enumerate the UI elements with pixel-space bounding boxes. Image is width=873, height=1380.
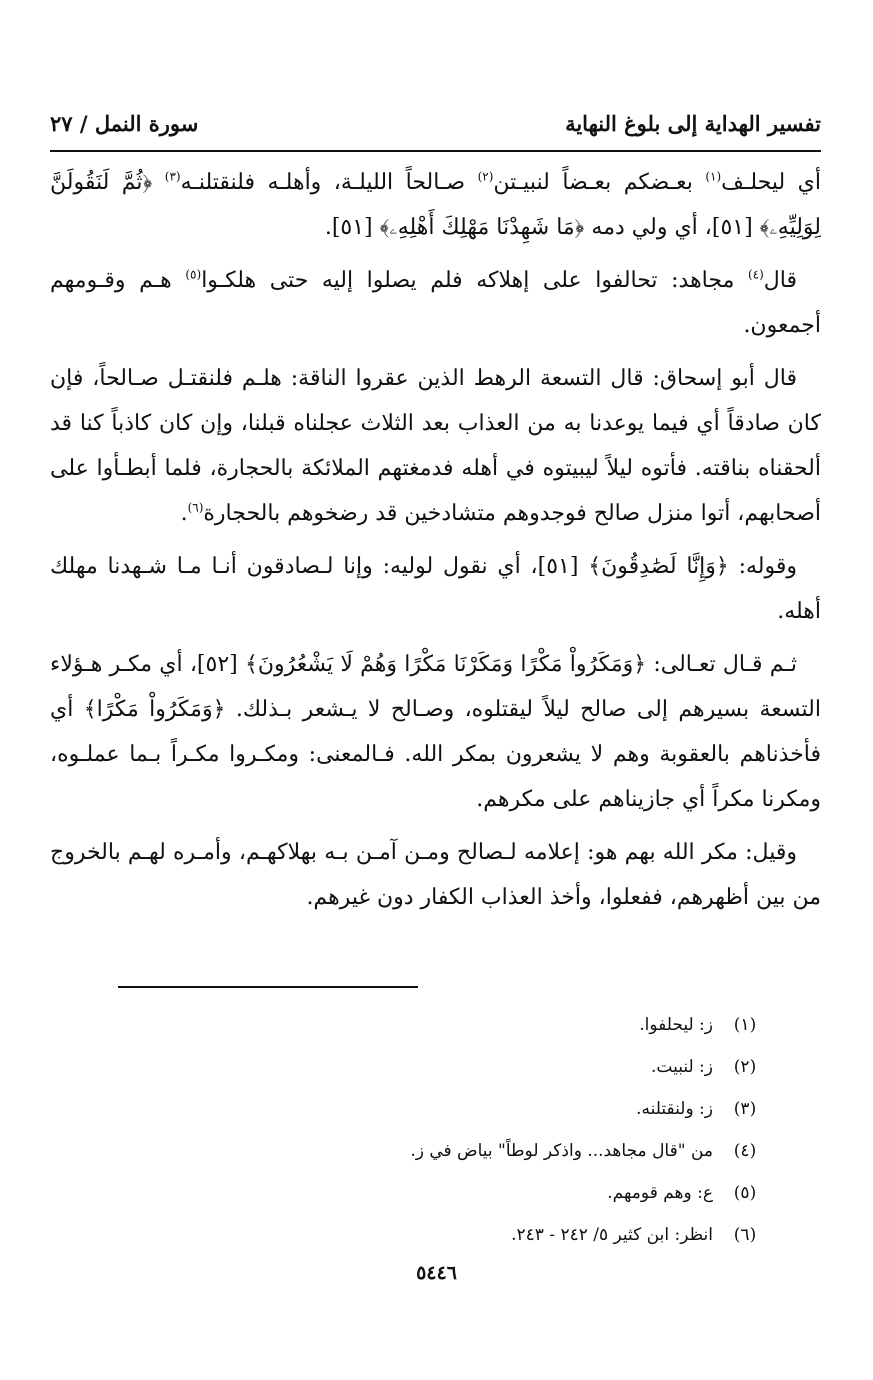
footnote-ref-2: (٢) — [477, 169, 494, 184]
footnote-text: انظر: ابن كثير ٥/ ٢٤٢ - ٢٤٣. — [511, 1225, 713, 1245]
footnote-item — [60, 1088, 763, 1130]
footnote-item — [60, 1004, 763, 1046]
main-text — [50, 160, 821, 928]
footnote-ref-1: (١) — [705, 169, 722, 184]
footnote-item — [60, 1046, 763, 1088]
footnote-number: (٢) — [733, 1057, 757, 1077]
text-run: قال — [763, 268, 797, 293]
footnote-ref-3: (٣) — [164, 169, 181, 184]
paragraph-5 — [50, 642, 821, 822]
header-rule — [50, 150, 821, 152]
footnote-ref-4: (٤) — [747, 267, 764, 282]
footnote-number: (٥) — [733, 1183, 757, 1203]
text-run: وقوله: ﴿وَإِنَّا لَصَٰدِقُونَ﴾ [٥١]، أي نقول لوليه: وإنا لـصادقون أنـا مـا شـهدنا مهلك أهله. — [50, 554, 821, 624]
surah-reference: سورة النمل / ٢٧ — [50, 111, 199, 136]
footnote-number: (٦) — [733, 1225, 757, 1245]
text-run: أي ليحلـف — [721, 170, 821, 195]
footnote-text: ز: لنبيت. — [650, 1057, 713, 1077]
footnote-ref-5: (٥) — [185, 267, 202, 282]
footnote-number: (٤) — [733, 1141, 757, 1161]
footnote-text: من "قال مجاهد... واذكر لوطاً" بياض في ز. — [410, 1141, 713, 1161]
paragraph-3 — [50, 356, 821, 536]
paragraph-6 — [50, 830, 821, 920]
text-run: ﴿ثُمَّ لَنَقُولَنَّ لِوَلِيِّهِۦ﴾ [٥١]، أي ولي دمه ﴿مَا شَهِدْنَا مَهْلِكَ أَهْلِهِۦ﴾ [٥١]. — [50, 170, 821, 240]
footnotes — [60, 1004, 763, 1256]
footnote-item — [60, 1214, 763, 1256]
footnote-number: (٣) — [733, 1099, 757, 1119]
footnote-ref-6: (٦) — [187, 500, 204, 515]
text-run: مجاهد: تحالفوا على إهلاكه فلم يصلوا إليه حتى هلكـوا — [201, 268, 748, 293]
footnote-number: (١) — [733, 1015, 757, 1035]
footnote-text: ز: ليحلفوا. — [639, 1015, 713, 1035]
text-run: . — [180, 501, 188, 526]
text-run: قال أبو إسحاق: قال التسعة الرهط الذين عقروا الناقة: هلـم فلنقتـل صـالحاً، فإن كان صادقاً أي فيما يوعدنا به من العذاب بعد الثلاث عجلناه قبلنا، وإن كان كاذباً كنا قد ألحقناه بناقته. فأتوه ليلاً ليبيتوه في أهله فدمغتهم الملائكة بالحجارة، فلما أبطـأوا على أصحابهم، أتوا منزل صالح فوجدوهم متشادخين قد رضخوهم بالحجارة — [50, 366, 821, 526]
text-run: وقيل: مكر الله بهم هو: إعلامه لـصالح ومـن آمـن بـه بهلاكهـم، وأمـره لهـم بالخروج من بين أظهرهم، ففعلوا، وأخذ العذاب الكفار دون غيرهم. — [50, 840, 821, 910]
text-run: بعـضكم بعـضاً لنبيـتن — [493, 170, 706, 195]
footnote-text: ز: ولنقتلنه. — [636, 1099, 713, 1119]
paragraph-1 — [50, 160, 821, 250]
text-run: هـم وقـومهم أجمعون. — [50, 268, 821, 338]
page-number: ٥٤٤٦ — [416, 1262, 457, 1284]
footnote-item — [60, 1172, 763, 1214]
book-title: تفسير الهداية إلى بلوغ النهاية — [565, 111, 821, 136]
text-run: صـالحاً الليلـة، وأهلـه فلنقتلنـه — [180, 170, 478, 195]
paragraph-4 — [50, 544, 821, 634]
page-header — [50, 96, 821, 136]
footnote-text: ع: وهم قومهم. — [607, 1183, 713, 1203]
paragraph-2 — [50, 258, 821, 348]
text-run: ثـم قـال تعـالى: ﴿وَمَكَرُواْ مَكْرًا وَمَكَرْنَا مَكْرًا وَهُمْ لَا يَشْعُرُونَ﴾ [٥٢]، أي مكـر هـؤلاء التسعة بسيرهم إلى صالح ليلاً ليقتلوه، وصـالح لا يـشعر بـذلك. ﴿وَمَكَرُواْ مَكْرًا﴾ أي فأخذناهم بالعقوبة وهم لا يشعرون بمكر الله. فـالمعنى: ومكـروا مكـراً بـما عملـوه، ومكرنا مكراً أي جازيناهم على مكرهم. — [50, 652, 821, 812]
footnote-item — [60, 1130, 763, 1172]
footnote-rule — [118, 986, 418, 988]
